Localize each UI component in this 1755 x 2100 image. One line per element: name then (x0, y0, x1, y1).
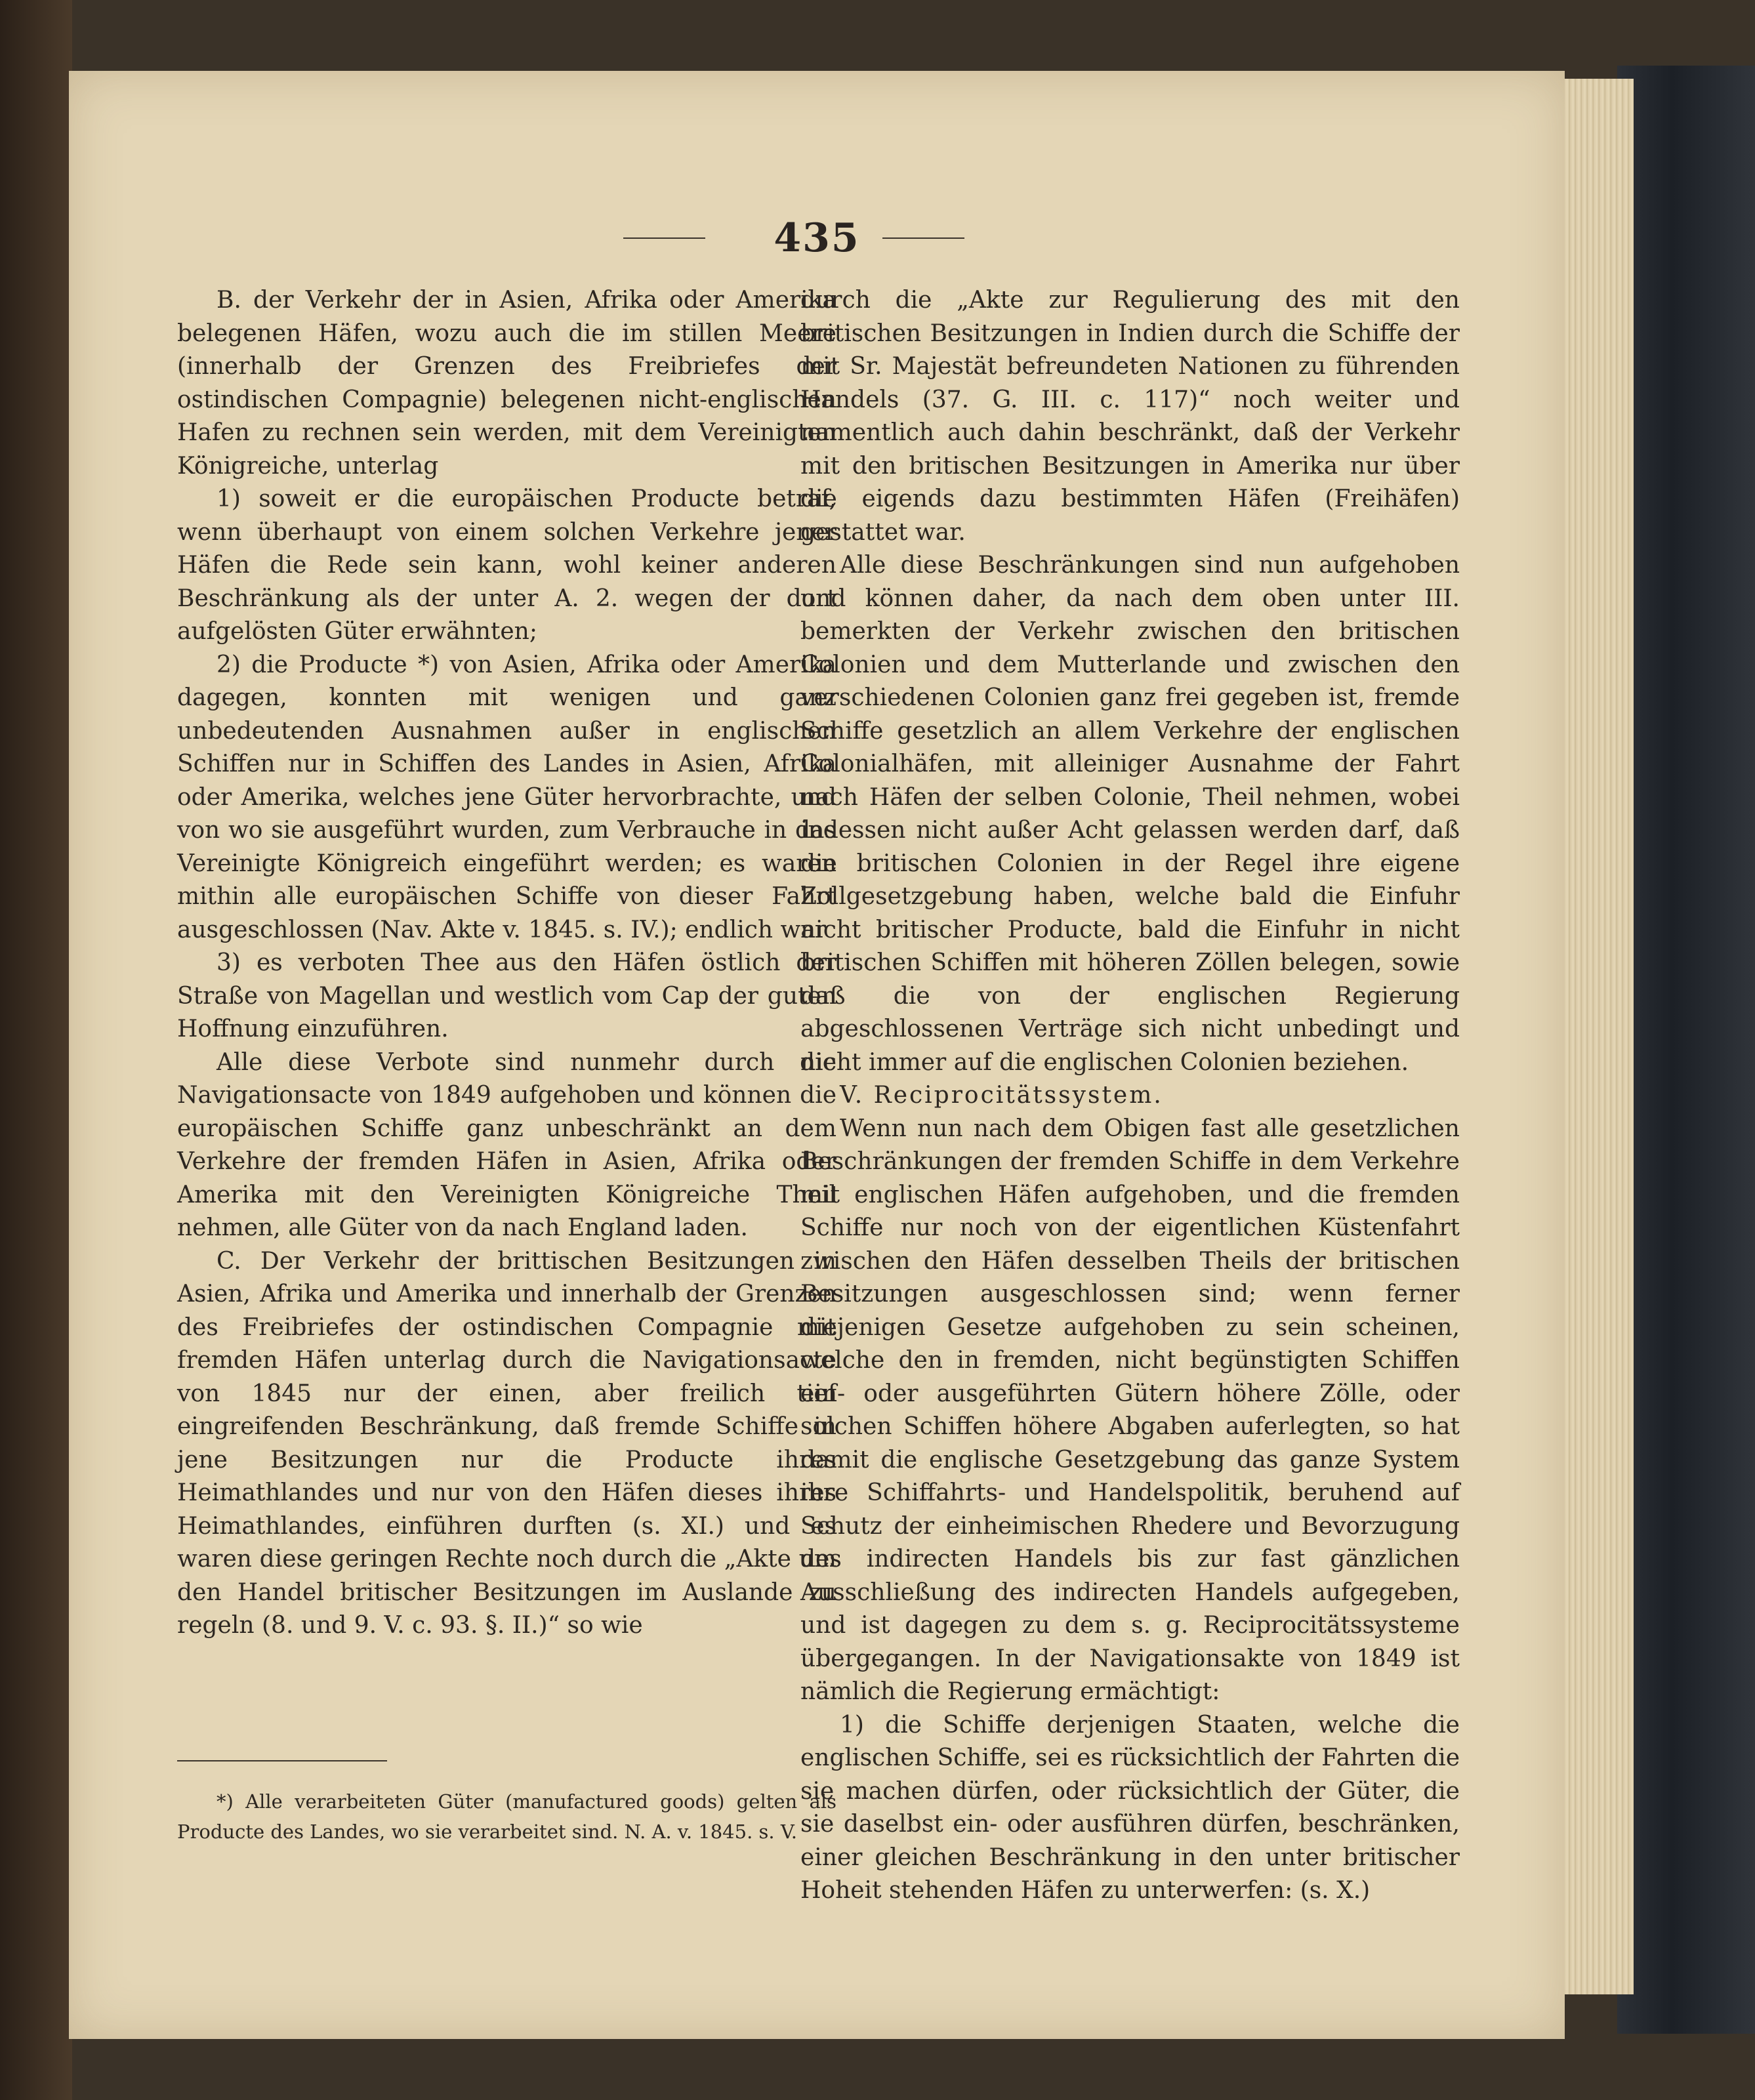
header-rule-right (882, 237, 964, 239)
paragraph-b: B. der Verkehr der in Asien, Afrika oder Amerika belegenen Häfen, wozu auch die im stillen Meere (innerhalb der Grenzen des Freibriefes der ostindischen Compagnie) belegenen nicht-englischen Hafen zu rechnen sein werden, mit dem Vereinigten Königreiche, unterlag (177, 287, 836, 480)
book-page (69, 71, 1565, 2039)
footnote-rule (177, 1760, 387, 1761)
paragraph-restrictions: Alle diese Beschränkungen sind nun aufgehoben und können daher, da nach dem oben unter III. bemerkten der Verkehr zwischen den britischen Colonien und dem Mutterlande und zwischen den verschiedenen Colonien ganz frei gegeben ist, fremde Schiffe gesetzlich an allem Verkehre der englischen Colonialhäfen, mit alleiniger Ausnahme der Fahrt nach Häfen der selben Colonie, Theil nehmen, wobei indessen nicht außer Acht gelassen werden darf, daß die britischen Colonien in der Regel ihre eigene Zollgesetzgebung haben, welche bald die Einfuhr nicht britischer Producte, bald die Einfuhr in nicht britischen Schiffen mit höheren Zöllen belegen, sowie daß die von der englischen Regierung abgeschlossenen Verträge sich nicht unbedingt und nicht immer auf die englischen Colonien beziehen. (800, 552, 1460, 1076)
paragraph-continuation: durch die „Akte zur Regulierung des mit den britischen Besitzungen in Indien durch die Schiffe der mit Sr. Majestät befreundeten Nationen zu führenden Handels (37. G. III. c. 117)“ noch weiter und namentlich auch dahin beschränkt, daß der Verkehr mit den britischen Besitzungen in Amerika nur über die eigends dazu bestimmten Häfen (Freihäfen) gestattet war. (800, 287, 1460, 546)
page-header (69, 215, 1565, 261)
paragraph-b-1: 1) soweit er die europäischen Producte betraf, wenn überhaupt von einem solchen Verkehre jener Häfen die Rede sein kann, wohl keiner anderen Beschränkung als der unter A. 2. wegen der dort aufgelösten Güter erwähnten; (177, 485, 836, 645)
right-column (800, 284, 1460, 1908)
footnote: *) Alle verarbeiteten Güter (manufactured goods) gelten als Producte des Landes, wo sie verarbeitet sind. N. A. v. 1845. s. V. (177, 1790, 836, 1843)
paragraph-b-3: 3) es verboten Thee aus den Häfen östlich der Straße von Magellan und westlich vom Cap der guten Hoffnung einzuführen. (177, 949, 836, 1042)
paragraph-reciprocity-1: 1) die Schiffe derjenigen Staaten, welche die englischen Schiffe, sei es rücksichtlich der Fahrten die sie machen dürfen, oder rücksichtlich der Güter, die sie daselbst ein- oder ausführen dürfen, beschränken, einer gleichen Beschränkung in den unter britischer Hoheit stehenden Häfen zu unterwerfen: (s. X.) (800, 1711, 1460, 1904)
book-binding (1617, 66, 1755, 2034)
paragraph-c: C. Der Verkehr der brittischen Besitzungen in Asien, Afrika und Amerika und innerhalb der Grenzen des Freibriefes der ostindischen Compagnie mit fremden Häfen unterlag durch die Navigationsacte von 1845 nur der einen, aber freilich tief eingreifenden Beschränkung, daß fremde Schiffe in jene Besitzungen nur die Producte ihres Heimathlandes und nur von den Häfen dieses ihres Heimathlandes, einführen durften (s. XI.) und es waren diese geringen Rechte noch durch die „Akte um den Handel britischer Besitzungen im Auslande zu regeln (8. und 9. V. c. 93. §. II.)“ so wie (177, 1247, 836, 1639)
paragraph-b-2: 2) die Producte *) von Asien, Afrika oder Amerika dagegen, konnten mit wenigen und ganz unbedeutenden Ausnahmen außer in englischen Schiffen nur in Schiffen des Landes in Asien, Afrika oder Amerika, welches jene Güter hervorbrachte, und von wo sie ausgeführt wurden, zum Verbrauche in das Vereinigte Königreich eingeführt werden; es waren mithin alle europäischen Schiffe von dieser Fahrt ausgeschlossen (Nav. Akte v. 1845. s. IV.); endlich war (177, 651, 836, 943)
book-left-edge (0, 0, 72, 2100)
paragraph-summary: Alle diese Verbote sind nunmehr durch die Navigationsacte von 1849 aufgehoben und können die europäischen Schiffe ganz unbeschränkt an dem Verkehre der fremden Häfen in Asien, Afrika oder Amerika mit den Vereinigten Königreiche Theil nehmen, alle Güter von da nach England laden. (177, 1048, 836, 1241)
paragraph-reciprocity: Wenn nun nach dem Obigen fast alle gesetzlichen Beschränkungen der fremden Schiffe in dem Verkehre mit englischen Häfen aufgehoben, und die fremden Schiffe nur noch von der eigentlichen Küstenfahrt zwischen den Häfen desselben Theils der britischen Besitzungen ausgeschlossen sind; wenn ferner diejenigen Gesetze aufgehoben zu sein scheinen, welche den in fremden, nicht begünstigten Schiffen ein- oder ausgeführten Gütern höhere Zölle, oder solchen Schiffen höhere Abgaben auferlegten, so hat damit die englische Gesetzgebung das ganze System ihre Schiffahrts- und Handelspolitik, beruhend auf Schutz der einheimischen Rhedere und Bevorzugung des indirecten Handels bis zur fast gänzlichen Ausschließung des indirecten Handels aufgegeben, und ist dagegen zu dem s. g. Reciprocitätssysteme übergegangen. In der Navigationsakte von 1849 ist nämlich die Regierung ermächtigt: (800, 1115, 1460, 1705)
left-column (177, 284, 836, 1643)
section-heading: V. Reciprocitätssystem. (840, 1082, 1163, 1109)
page-number: 435 (774, 215, 860, 261)
